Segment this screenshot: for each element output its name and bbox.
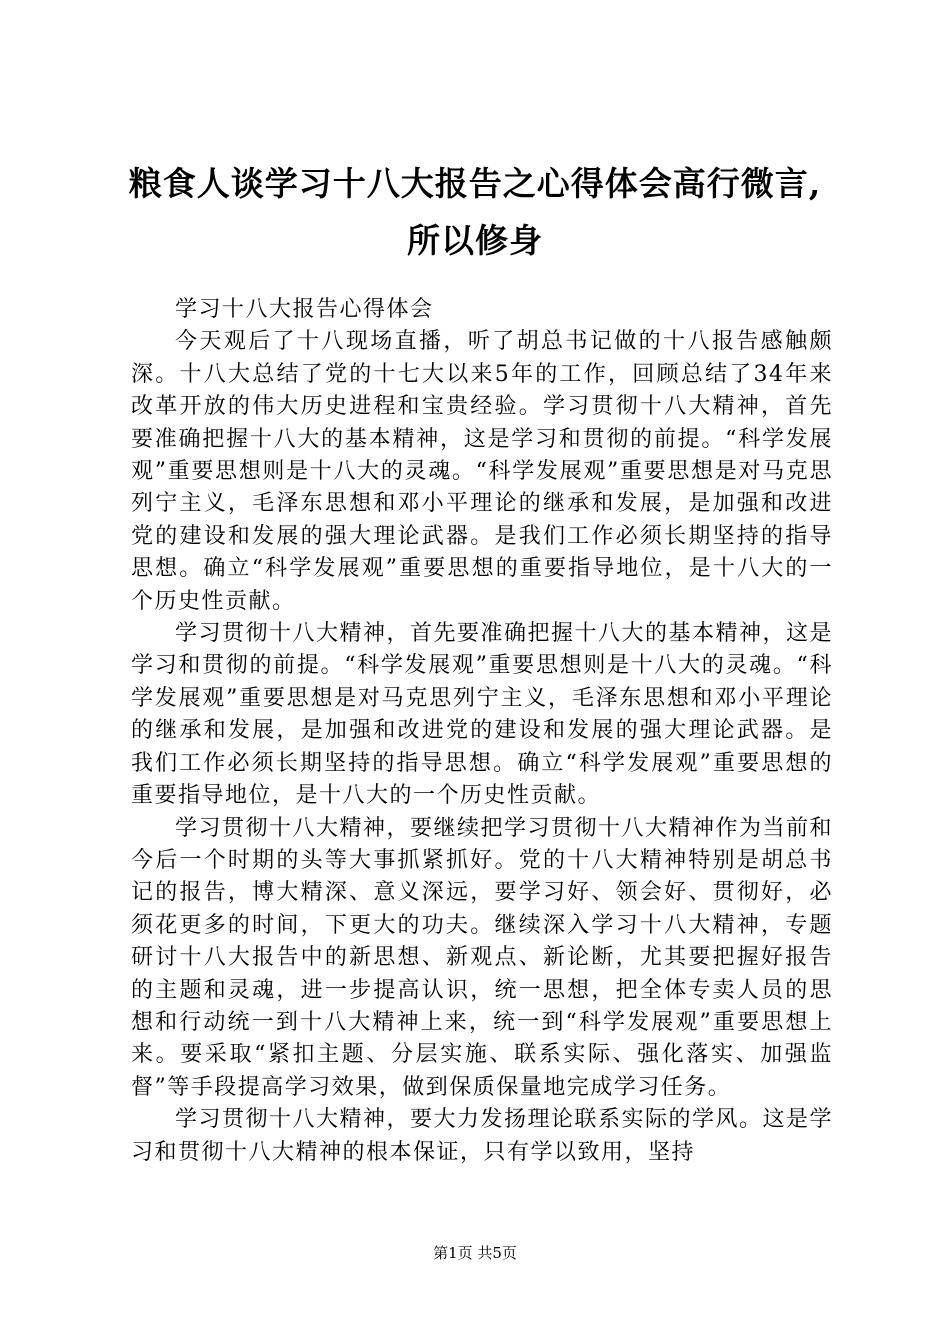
document-body [131,294,833,1169]
document-title-line-1: 粮食人谈学习十八大报告之心得体会高行微言, [128,164,822,203]
body-paragraph: 学习贯彻十八大精神，要大力发扬理论联系实际的学风。这是学习和贯彻十八大精神的根本保证，只有学以致用，坚持 [131,1107,834,1165]
subtitle-paragraph: 学习十八大报告心得体会 [175,297,434,322]
page-number-footer: 第1页 共5页 [433,1244,517,1262]
body-paragraph: 学习贯彻十八大精神，要继续把学习贯彻十八大精神作为当前和今后一个时期的头等大事抓紧抓好。党的十八大精神特别是胡总书记的报告，博大精深、意义深远，要学习好、领会好、贯彻好，必须花更多的时间，下更大的功夫。继续深入学习十八大精神，专题研讨十八大报告中的新思想、新观点、新论断，尤其要把握好报告的主题和灵魂，进一步提高认识，统一思想，把全体专卖人员的思想和行动统一到十八大精神上来，统一到“科学发展观”重要思想上来。要采取“紧扣主题、分层实施、联系实际、强化落实、加强监督”等手段提高学习效果，做到保质保量地完成学习任务。 [131,815,834,1100]
document-title-line-2: 所以修身 [407,221,543,260]
body-paragraph: 今天观后了十八现场直播，听了胡总书记做的十八报告感触颇深。十八大总结了党的十七大以来5年的工作，回顾总结了34年来改革开放的伟大历史进程和宝贵经验。学习贯彻十八大精神，首先要准确把握十八大的基本精神，这是学习和贯彻的前提。“科学发展观”重要思想则是十八大的灵魂。“科学发展观”重要思想是对马克思列宁主义，毛泽东思想和邓小平理论的继承和发展，是加强和改进党的建设和发展的强大理论武器。是我们工作必须长期坚持的指导思想。确立“科学发展观”重要思想的重要指导地位，是十八大的一个历史性贡献。 [131,329,833,614]
body-paragraph: 学习贯彻十八大精神，首先要准确把握十八大的基本精神，这是学习和贯彻的前提。“科学发展观”重要思想则是十八大的灵魂。“科学发展观”重要思想是对马克思列宁主义，毛泽东思想和邓小平理论的继承和发展，是加强和改进党的建设和发展的强大理论武器。是我们工作必须长期坚持的指导思想。确立“科学发展观”重要思想的重要指导地位，是十八大的一个历史性贡献。 [131,621,834,809]
